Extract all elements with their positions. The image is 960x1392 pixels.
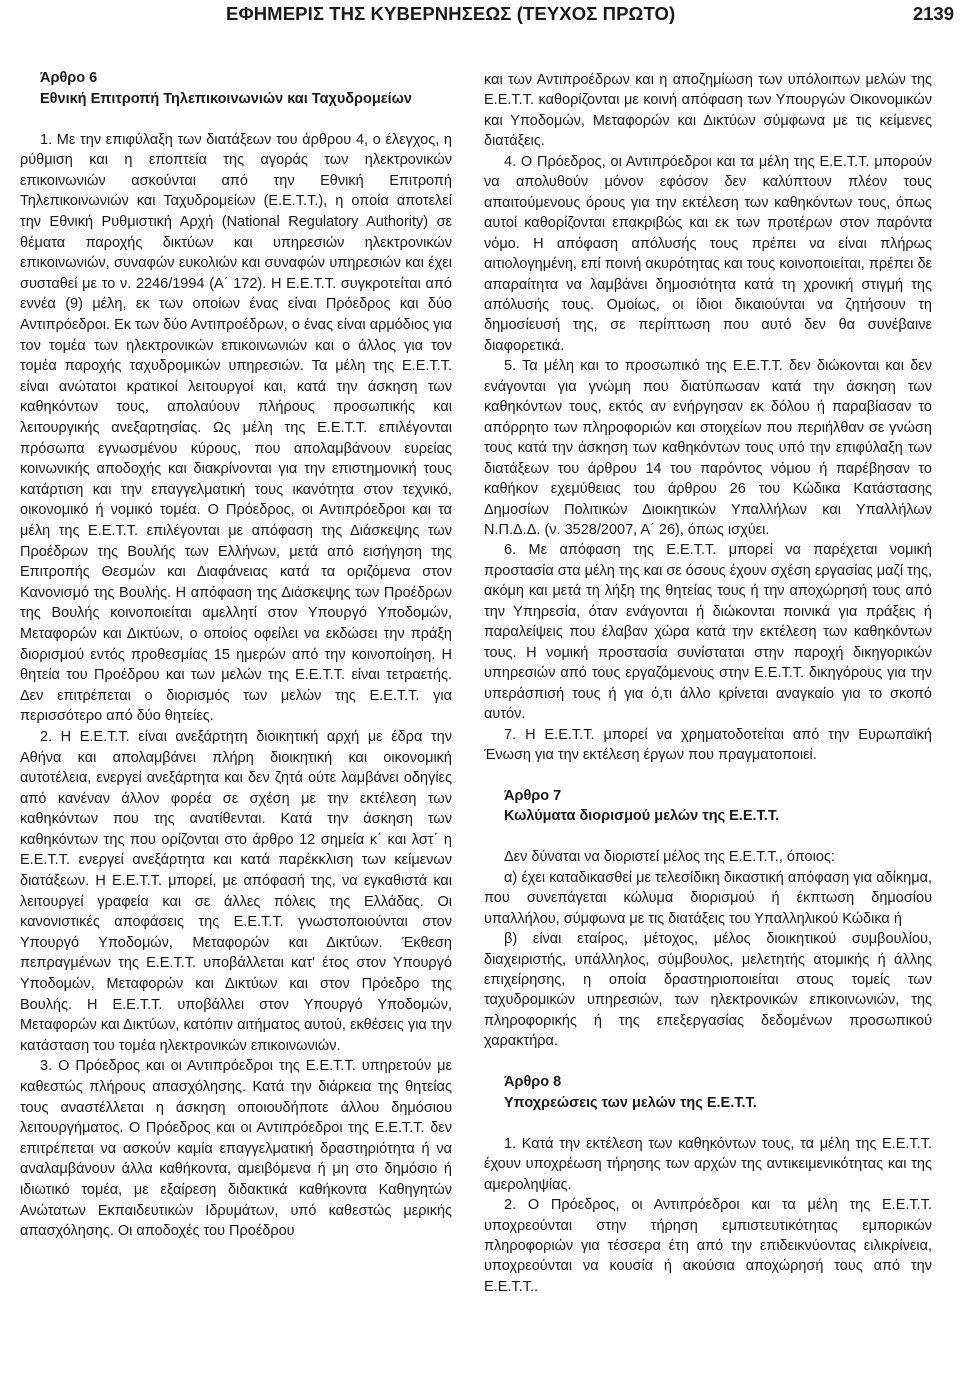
- page-number: 2139: [912, 3, 954, 24]
- right-column: [484, 70, 932, 1297]
- article-6-paragraph-4: 4. Ο Πρόεδρος, οι Αντιπρόεδροι και τα μέλη της Ε.Ε.Τ.Τ. μπορούν να απολυθούν μόνον εφόσον δεν καλύπτουν πλέον τους απαιτούμενους όρους για την εκτέλεση των καθηκόντων τους, όπως αυτοί καθορίζονται επακριβώς και εκ των προτέρων στον παρόντα νόμο. Η απόφαση απόλυσής τους πρέπει να είναι πλήρως αιτιολογημένη, επί ποινή ακυρότητας και τους κοινοποιείται, πρέπει δε απαραίτητα να λαμβάνει δημοσιότητα κατά τη χρονική στιγμή της απόλυσής τους. Ομοίως, οι ίδιοι δικαιούνται να ζητήσουν τη δημοσίευσή της, σε περίπτωση που αυτό δεν θα συνέβαινε διαφορετικά.: [484, 153, 932, 354]
- page-header: [0, 0, 960, 30]
- article-6-paragraph-5: 5. Τα μέλη και το προσωπικό της Ε.Ε.Τ.Τ. δεν διώκονται και δεν ενάγονται για γνώμη που διατύπωσαν κατά την άσκηση των καθηκόντων τους, εκτός αν ενήργησαν εκ δόλου ή παραβίασαν το απόρρητο των πληροφοριών και στοιχείων που περιήλθαν σε γνώση τους κατά την άσκηση των καθηκόντων τους υπό την επιφύλαξη των διατάξεων του άρθρου 14 του παρόντος νόμου ή παρέβησαν το καθήκον εχεμύθειας του άρθρου 26 του Κώδικα Κατάστασης Δημοσίων Πολιτικών Διοικητικών Υπαλλήλων και Υπαλλήλων Ν.Π.Δ.Δ. (ν. 3528/2007, Α΄ 26), όπως ισχύει.: [484, 358, 932, 538]
- left-column: [20, 68, 452, 1242]
- article-8-number: Άρθρο 8: [504, 1074, 562, 1091]
- spacer: [484, 765, 932, 786]
- article-7-item-b: β) είναι εταίρος, μέτοχος, μέλος διοικητικού συμβουλίου, διαχειριστής, υπάλληλος, σύμβουλος, μελετητής ατομικής ή άλλης επιχείρησης, η οποία δραστηριοποιείται στους τομείς των ταχυδρομικών υπηρεσιών, των ηλεκτρονικών επικοινωνιών, της πληροφορικής ή της επεξεργασίας δεδομένων προσωπικού χαρακτήρα.: [484, 931, 932, 1050]
- article-8-paragraph-2: 2. Ο Πρόεδρος, οι Αντιπρόεδροι και τα μέλη της Ε.Ε.Τ.Τ. υποχρεούνται στην τήρηση εμπιστευτικότητας εμπορικών πληροφοριών για τέσσερα έτη από την επιδεικνύοντας ειλικρίνεια, υποχρεούνται να κουσία ή ακούσια αποχώρησή τους από την Ε.Ε.Τ.Τ..: [484, 1197, 932, 1295]
- article-7-item-a: α) έχει καταδικασθεί με τελεσίδικη δικαστική απόφαση για αδίκημα, που συνεπάγεται κώλυμα διορισμού ή έκπτωση δημοσίου υπαλλήλου, σύμφωνα με τις διατάξεις του Υπαλληλικού Κώδικα ή: [484, 869, 932, 927]
- article-6-paragraph-1: 1. Με την επιφύλαξη των διατάξεων του άρθρου 4, ο έλεγχος, η ρύθμιση και η εποπτεία της αγοράς των ηλεκτρονικών επικοινωνιών ασκούνται από την Εθνική Επιτροπή Τηλεπικοινωνιών και Ταχυδρομείων (Ε.Ε.Τ.Τ.), η οποία αποτελεί την Εθνική Ρυθμιστική Αρχή (National Regulatory Authority) σε θέματα παροχής δικτύων και υπηρεσιών ηλεκτρονικών επικοινωνιών, συναφών ευκολιών και συναφών υπηρεσιών και έχει συσταθεί με το ν. 2246/1994 (Α΄ 172). Η Ε.Ε.Τ.Τ. συγκροτείται από εννέα (9) μέλη, εκ των οποίων ένας είναι Πρόεδρος και δύο Αντιπρόεδροι. Εκ των δύο Αντιπροέδρων, ο ένας είναι αρμόδιος για τον τομέα των ηλεκτρονικών επικοινωνιών και ο άλλος για τον τομέα παροχής ταχυδρομικών υπηρεσιών. Τα μέλη της Ε.Ε.Τ.Τ. είναι ανώτατοι κρατικοί λειτουργοί και, κατά την άσκηση των καθηκόντων τους, απολαύουν πλήρους προσωπικής και λειτουργικής ανεξαρτησίας. Ως μέλη της Ε.Ε.Τ.Τ. επιλέγονται πρόσωπα εγνωσμένου κύρους, που απολαμβάνουν ευρείας κοινωνικής αποδοχής και διακρίνονται για την επιστημονική τους κατάρτιση και την επαγγελματική τους ικανότητα στον τεχνικό, οικονομικό ή νομικό τομέα. Ο Πρόεδρος, οι Αντιπρόεδροι και τα μέλη της Ε.Ε.Τ.Τ. επιλέγονται με απόφαση της Διάσκεψης των Προέδρων της Βουλής των Ελλήνων, μετά από εισήγηση της Επιτροπής Θεσμών και Διαφάνειας κατά τα οριζόμενα στον Κανονισμό της Βουλής. Η απόφαση της Διάσκεψης των Προέδρων της Βουλής κοινοποιείται αμελλητί στον Υπουργό Υποδομών, Μεταφορών και Δικτύων, ο οποίος οφείλει να εκδώσει την πράξη διορισμού εντός προθεσμίας 15 ημερών από την κοινοποίηση. Η θητεία του Προέδρου και των μελών της Ε.Ε.Τ.Τ. είναι τετραετής. Δεν επιτρέπεται ο διορισμός των μελών της Ε.Ε.Τ.Τ. για περισσότερο από δύο θητείες.: [20, 131, 452, 725]
- article-7-intro: Δεν δύναται να διοριστεί μέλος της Ε.Ε.Τ.Τ., όποιος:: [504, 849, 835, 866]
- spacer: [20, 109, 452, 130]
- article-6-paragraph-3: 3. Ο Πρόεδρος και οι Αντιπρόεδροι της Ε.Ε.Τ.Τ. υπηρετούν με καθεστώς πλήρους απασχόλησης. Κατά την διάρκεια της θητείας τους αναστέλλεται η άσκηση οποιουδήποτε άλλου δημόσιου λειτουργήματος. Ο Πρόεδρος και οι Αντιπρόεδροι της Ε.Ε.Τ.Τ. δεν επιτρέπεται να ασκούν καμία επαγγελματική δραστηριότητα ή να αναλαμβάνουν άλλα καθήκοντα, αμειβόμενα ή μη στο δημόσιο ή ιδιωτικό τομέα, με εξαίρεση διδακτικά καθήκοντα Καθηγητών Ανώτατων Εκπαιδευτικών Ιδρυμάτων, υπό καθεστώς μερικής απασχόλησης. Οι αποδοχές του Προέδρου: [20, 1058, 452, 1240]
- spacer: [484, 827, 932, 848]
- article-6-paragraph-3-continued: και των Αντιπροέδρων και η αποζημίωση των υπόλοιπων μελών της Ε.Ε.Τ.Τ. καθορίζονται με κοινή απόφαση των Υπουργών Οικονομικών και Υποδομών, Μεταφορών και Δικτύων σύμφωνα με τις κείμενες διατάξεις.: [484, 72, 932, 150]
- spacer: [484, 1052, 932, 1073]
- article-8-title: Υποχρεώσεις των μελών της Ε.Ε.Τ.Τ.: [504, 1094, 757, 1111]
- article-6-paragraph-6: 6. Με απόφαση της Ε.Ε.Τ.Τ. μπορεί να παρέχεται νομική προστασία στα μέλη της και σε όσους έχουν σχέση εργασίας μαζί της, ακόμη και μετά τη λήξη της θητείας τους ή την αποχώρησή τους από την Υπηρεσία, όταν ενάγονται ή διώκονται ποινικά για πράξεις ή παραλείψεις που έλαβαν χώρα κατά την εκτέλεση των καθηκόντων τους. Η νομική προστασία συνίσταται στην παροχή δικηγορικών υπηρεσιών από τους εργαζόμενους στην Ε.Ε.Τ.Τ. δικηγόρους για την υπεράσπισή τους ή για ό,τι άλλο κρίνεται αναγκαίο για το σκοπό αυτόν.: [484, 542, 932, 723]
- article-7-number: Άρθρο 7: [504, 787, 562, 804]
- gazette-title: ΕΦΗΜΕΡΙΣ ΤΗΣ ΚΥΒΕΡΝΗΣΕΩΣ (ΤΕΥΧΟΣ ΠΡΩΤΟ): [226, 3, 676, 24]
- article-8-paragraph-1: 1. Κατά την εκτέλεση των καθηκόντων τους, τα μέλη της Ε.Ε.Τ.Τ. έχουν υποχρέωση τήρησης των αρχών της αντικειμενικότητας και της αμεροληψίας.: [484, 1135, 932, 1193]
- article-7-title: Κωλύματα διορισμού μελών της Ε.Ε.Τ.Τ.: [504, 808, 780, 825]
- article-6-number: Άρθρο 6: [40, 70, 98, 86]
- article-6-paragraph-7: 7. Η Ε.Ε.Τ.Τ. μπορεί να χρηματοδοτείται από την Ευρωπαϊκή Ένωση για την εκτέλεση έργων που πραγματοποιεί.: [484, 726, 932, 763]
- article-6-title: Εθνική Επιτροπή Τηλεπικοινωνιών και Ταχυδρομείων: [40, 90, 412, 107]
- article-6-paragraph-2: 2. Η Ε.Ε.Τ.Τ. είναι ανεξάρτητη διοικητική αρχή με έδρα την Αθήνα και απολαμβάνει πλήρη διοικητική και οικονομική αυτοτέλεια, ενεργεί ανεξάρτητα και δεν ζητά ούτε λαμβάνει οδηγίες από κανέναν άλλον φορέα σε σχέση με την εκτέλεση των καθηκόντων που της ανατίθενται. Κατά την άσκηση των καθηκόντων της που ορίζονται στο άρθρο 12 σημεία κ΄ και λστ΄ η Ε.Ε.Τ.Τ. ενεργεί ανεξάρτητα και κατά παρέκκλιση των κείμενων διατάξεων. Η Ε.Ε.Τ.Τ. μπορεί, με απόφασή της, να εγκαθιστά και λειτουργεί γραφεία και σε άλλες πόλεις της Ελλάδας. Οι κανονιστικές αποφάσεις της Ε.Ε.Τ.Τ. γνωστοποιούνται στον Υπουργό Υποδομών, Μεταφορών και Δικτύων. Έκθεση πεπραγμένων της Ε.Ε.Τ.Τ. υποβάλλεται κατ' έτος στον Υπουργό Υποδομών, Μεταφορών και Δικτύων και στον Πρόεδρο της Βουλής. Η Ε.Ε.Τ.Τ. υποβάλλει στον Υπουργό Υποδομών, Μεταφορών και Δικτύων, κατόπιν αιτήματος αυτού, εκθέσεις για την κατάσταση του τομέα ηλεκτρονικών επικοινωνιών.: [20, 728, 452, 1054]
- spacer: [484, 1113, 932, 1134]
